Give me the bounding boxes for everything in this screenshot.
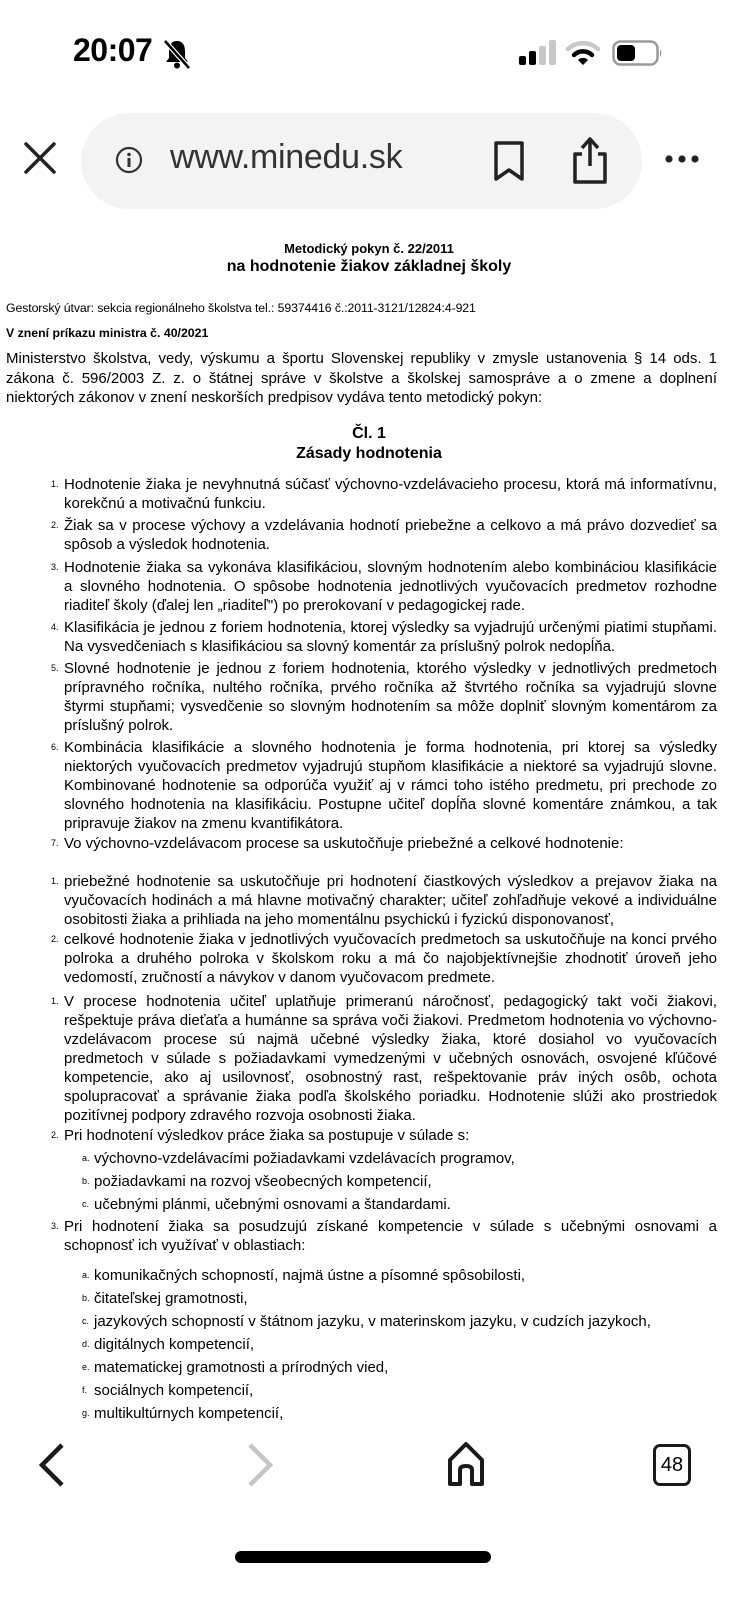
share-icon[interactable]: [570, 136, 610, 186]
document-subtitle: na hodnotenie žiakov základnej školy: [226, 258, 512, 275]
list-item: 5. Slovné hodnotenie je jednou z foriem hodnotenia, ktorého výsledky v jednotlivých predmetoch prípravného ročníka, nultého ročníka, prvého ročníka až štvrtého ročníka sa vyjadrujú slovne štyrmi stupňami; vysvedčenie so slovným hodnotením sa môže doplniť slovným komentárom za príslušný polrok.: [51, 660, 717, 734]
list-item: 2. Žiak sa v procese výchovy a vzdelávania hodnotí priebežne a celkovo a má právo dozvedieť sa spôsob a výsledok hodnotenia.: [51, 517, 717, 553]
list-item: 3. Hodnotenie žiaka sa vykonáva klasifikáciou, slovným hodnotením alebo kombináciou klasifikácie a slovného hodnotenia. O spôsobe hodnotenia jednotlivých vyučovacích predmetov rozhodne riaditeľ školy (ďalej len „riaditeľ") po prerokovaní v pedagogickej rade.: [51, 559, 717, 614]
bookmark-icon[interactable]: [492, 140, 526, 182]
list-item: 7. Vo výchovno-vzdelávacom procese sa uskutočňuje priebežné a celkové hodnotenie:: [51, 835, 624, 852]
list-item: 6. Kombinácia klasifikácie a slovného hodnotenia je forma hodnotenia, pri ktorej sa výsledky niektorých vyučovacích predmetov vyjadrujú stupňom klasifikácie a niektoré sa vyjadrujú slovne. Kombinované hodnotenie sa odporúča využiť aj v rámci toho istého predmetu, pri prechode zo slovného hodnotenia na klasifikáciu. Postupne učiteľ dopĺňa slovné komentáre známkou, a tak pripravuje žiakov na zmenu kvantifikátora.: [51, 739, 717, 832]
tabs-button[interactable]: 48: [653, 1444, 691, 1486]
sub-list-item: d. digitálnych kompetencií,: [82, 1336, 255, 1353]
intro-paragraph: Ministerstvo školstva, vedy, výskumu a športu Slovenskej republiky v zmysle ustanovenia § 14 ods. 1 zákona č. 596/2003 Z. z. o štátnej správe v školstve a školskej samospráve a o zmene a doplnení niektorých zákonov v znení neskorších predpisov vydáva tento metodický pokyn:: [6, 350, 717, 406]
bottom-toolbar: [0, 1422, 738, 1600]
list-item: 1. V procese hodnotenia učiteľ uplatňuje primeranú náročnosť, pedagogický takt voči žiakovi, rešpektuje práva dieťaťa a humánne sa správa voči žiakovi. Predmetom hodnotenia vo výchovno-vzdelávacom procese sú najmä učebné výsledky žiaka, ktoré dosiahol vo vyučovacích predmetoch v súlade s požiadavkami vymedzenými v učebných osnovách, osvojené kľúčové kompetencie, ako aj usilovnosť, osobnostný rast, rešpektovanie práv iných osôb, ochota spolupracovať a správanie žiaka podľa školského poriadku. Hodnotenie slúži ako prostriedok pozitívnej podpory zdravého rozvoja osobnosti žiaka.: [51, 993, 717, 1124]
sub-list-item: a. komunikačných schopností, najmä ústne a písomné spôsobilosti,: [82, 1267, 526, 1284]
list-item: 1. Hodnotenie žiaka je nevyhnutná súčasť výchovno-vzdelávacieho procesu, ktorá má informatívnu, korekčnú a motivačnú funkciu.: [51, 476, 717, 512]
sub-list-item: a. výchovno-vzdelávacími požiadavkami vzdelávacích programov,: [82, 1150, 515, 1167]
more-icon[interactable]: [664, 150, 700, 168]
battery-icon: [612, 40, 664, 66]
list-item: 1. priebežné hodnotenie sa uskutočňuje pri hodnotení čiastkových výsledkov a prejavov žiaka na vyučovacích hodinách a má hlavne motivačný charakter; učiteľ zohľadňuje vekové a individuálne osobitosti žiaka a prihliada na jeho momentálnu psychickú i fyzickú disponovanosť,: [51, 873, 717, 928]
sub-list-item: b. čitateľskej gramotnosti,: [82, 1290, 248, 1307]
cellular-signal-icon: [519, 40, 557, 66]
home-indicator[interactable]: [235, 1551, 491, 1563]
chevron-left-icon[interactable]: [36, 1442, 68, 1488]
status-bar: [0, 0, 738, 100]
sub-list-item: c. jazykových schopností v štátnom jazyku, v materinskom jazyku, v cudzích jazykoch,: [82, 1313, 651, 1330]
wifi-icon: [566, 40, 600, 66]
list-item: 2. Pri hodnotení výsledkov práce žiaka sa postupuje v súlade s:: [51, 1127, 470, 1144]
sub-list-item: g. multikultúrnych kompetencií,: [82, 1405, 284, 1422]
close-button[interactable]: [22, 140, 58, 176]
status-time: 20:07: [73, 32, 153, 68]
info-icon[interactable]: [115, 146, 143, 174]
list-item: 4. Klasifikácia je jednou z foriem hodnotenia, ktorej výsledky sa vyjadrujú určenými piatimi stupňami. Na vysvedčeniach s klasifikáciou sa slovný komentár za príslušný polrok nedopĺňa.: [51, 619, 717, 655]
document-content[interactable]: [0, 232, 738, 1422]
gestor-info: Gestorský útvar: sekcia regionálneho školstva tel.: 59374416 č.:2011-3121/12824:4-921: [6, 301, 476, 315]
article-title: Zásady hodnotenia: [296, 445, 442, 462]
sub-list-item: f. sociálnych kompetencií,: [82, 1382, 254, 1399]
chevron-right-icon[interactable]: [244, 1442, 276, 1488]
amendment-note: V znení príkazu ministra č. 40/2021: [6, 326, 209, 340]
article-number: Čl. 1: [352, 425, 386, 442]
document-title: Metodický pokyn č. 22/2011: [284, 241, 454, 256]
list-item: 3. Pri hodnotení žiaka sa posudzujú získané kompetencie v súlade s učebnými osnovami a schopnosť ich využívať v oblastiach:: [51, 1218, 717, 1254]
bell-slash-icon: [162, 38, 192, 70]
list-item: 2. celkové hodnotenie žiaka v jednotlivých vyučovacích predmetoch sa uskutočňuje na konci prvého polroka a druhého polroka v školskom roku a má čo najobjektívnejšie zhodnotiť úroveň jeho vedomostí, zručností a návykov v danom vyučovacom predmete.: [51, 931, 717, 986]
sub-list-item: e. matematickej gramotnosti a prírodných vied,: [82, 1359, 389, 1376]
sub-list-item: b. požiadavkami na rozvoj všeobecných kompetencií,: [82, 1173, 432, 1190]
url-text[interactable]: www.minedu.sk: [170, 138, 403, 176]
sub-list-item: c. učebnými plánmi, učebnými osnovami a štandardami.: [82, 1196, 451, 1213]
home-icon[interactable]: [446, 1440, 486, 1488]
